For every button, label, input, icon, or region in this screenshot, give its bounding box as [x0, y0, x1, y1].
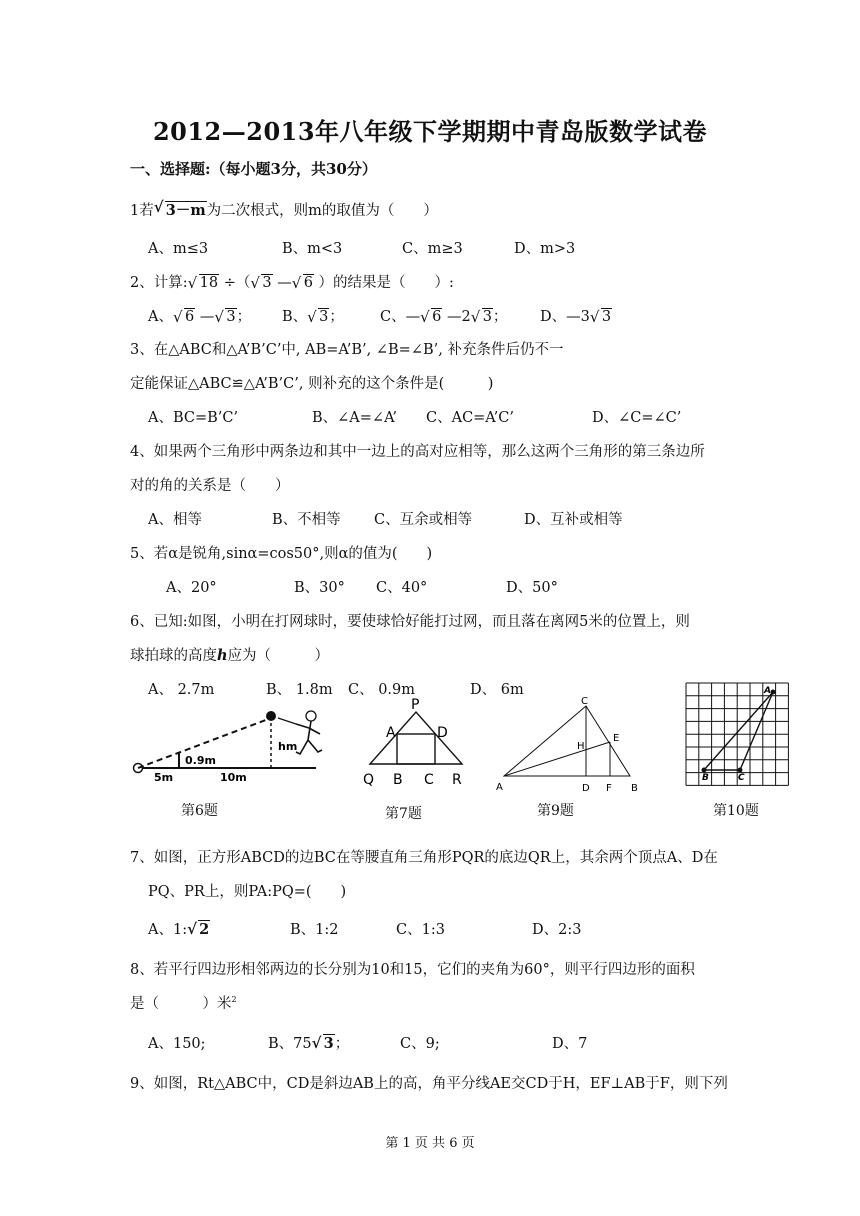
- q1-option-b: B、m<3: [282, 241, 343, 257]
- question-4-line-2: 对的角的关系是（ ）: [130, 478, 290, 494]
- question-8-line-2: 是（ ）米$^2$: [130, 995, 237, 1012]
- question-3-line-2: 定能保证△ABC≌△A’B’C’, 则补充的这个条件是( ): [130, 376, 494, 392]
- question-6-line-2: 球拍球的高度h应为（ ）: [130, 647, 330, 664]
- q5-option-d: D、50°: [506, 580, 558, 596]
- q5-option-c: C、40°: [376, 580, 428, 596]
- q3-option-a: A、BC=B’C’: [148, 410, 239, 426]
- figure-10-caption: 第10题: [713, 803, 759, 819]
- svg-text:H: H: [577, 741, 585, 752]
- svg-text:P: P: [411, 697, 420, 713]
- q6-option-b: B、 1.8m: [266, 682, 333, 698]
- q1-prefix: 1若: [130, 203, 154, 219]
- q7-option-b: B、1:2: [290, 922, 339, 938]
- section-heading: 一、选择题:（每小题3分，共30分）: [130, 160, 377, 178]
- q1-option-d: D、m>3: [514, 241, 576, 257]
- q2-option-b: B、√ 3；: [282, 305, 344, 326]
- q2-option-c: C、—√ 6 —2√ 3；: [380, 305, 507, 326]
- q1-text: 为二次根式，则m的取值为（ ）: [206, 203, 438, 219]
- svg-text:C: C: [738, 773, 745, 783]
- question-7-line-1: 7、如图，正方形ABCD的边BC在等腰直角三角形PQR的底边QR上，其余两个顶点A、D在: [130, 850, 718, 866]
- svg-text:B: B: [702, 773, 709, 783]
- question-9-line-1: 9、如图，Rt△ABC中，CD是斜边AB上的高，角平分线AE交CD于H，EF⊥AB于F，则下列: [130, 1076, 728, 1092]
- q2-option-a: A、√ 6 —√ 3；: [148, 305, 251, 326]
- q6-option-a: A、 2.7m: [148, 682, 215, 698]
- svg-text:B: B: [393, 772, 403, 788]
- q8-option-a: A、150;: [148, 1036, 206, 1052]
- q8-option-b: B、75√ 3；: [268, 1032, 349, 1053]
- svg-text:Q: Q: [363, 772, 375, 788]
- svg-text:E: E: [613, 733, 620, 744]
- question-5: 5、若α是锐角,sinα=cos50°,则α的值为( ): [130, 546, 433, 562]
- q7-option-c: C、1:3: [396, 922, 445, 938]
- question-4-line-1: 4、如果两个三角形中两条边和其中一边上的高对应相等，那么这两个三角形的第三条边所: [130, 444, 705, 460]
- svg-text:C: C: [424, 772, 434, 788]
- question-6-line-1: 6、已知:如图，小明在打网球时，要使球恰好能打过网，而且落在离网5米的位置上，则: [130, 614, 690, 630]
- figure-6-diagram: [128, 702, 328, 788]
- figure-9-caption: 第9题: [537, 803, 574, 819]
- question-2: 2、计算:√ 18 ÷（√ 3 —√ 6 ）的结果是（ ）:: [130, 271, 454, 292]
- q6-option-c: C、 0.9m: [348, 682, 416, 698]
- page-title: 2012—2013年八年级下学期期中青岛版数学试卷: [152, 117, 708, 146]
- page-footer: 第 1 页 共 6 页: [385, 1136, 475, 1151]
- q8-option-c: C、9;: [400, 1036, 440, 1052]
- q3-option-c: C、AC=A’C’: [426, 410, 514, 426]
- svg-text:R: R: [452, 772, 462, 788]
- figure-6-caption: 第6题: [181, 803, 218, 819]
- fig6-h-label: hm: [278, 740, 298, 753]
- svg-text:D: D: [582, 783, 590, 794]
- fig6-dist1-label: 5m: [154, 771, 174, 784]
- q5-option-b: B、30°: [294, 580, 345, 596]
- svg-text:C: C: [581, 696, 588, 707]
- q1-radical: √ 3－m: [154, 199, 207, 220]
- q7-option-a: A、1:√ 2: [148, 918, 210, 939]
- question-8-line-1: 8、若平行四边形相邻两边的长分别为10和15，它们的夹角为60°，则平行四边形的面积: [130, 962, 695, 978]
- q6-option-d: D、 6m: [470, 682, 524, 698]
- q4-option-a: A、相等: [148, 512, 202, 528]
- q8-option-d: D、7: [552, 1036, 588, 1052]
- q5-option-a: A、20°: [166, 580, 217, 596]
- q7-option-d: D、2:3: [532, 922, 582, 938]
- svg-text:A: A: [496, 782, 503, 793]
- q3-option-d: D、∠C=∠C’: [592, 410, 682, 426]
- svg-text:B: B: [631, 783, 638, 794]
- q3-option-b: B、∠A=∠A’: [312, 410, 398, 426]
- question-7-line-2: PQ、PR上，则PA:PQ=( ): [148, 884, 347, 900]
- figure-7-caption: 第7题: [385, 806, 422, 822]
- svg-text:A: A: [386, 725, 396, 741]
- svg-text:D: D: [437, 725, 448, 741]
- fig6-dist2-label: 10m: [220, 771, 247, 784]
- fig6-net-label: 0.9m: [185, 754, 216, 767]
- figure-9-diagram: [494, 694, 644, 798]
- q1-option-a: A、m≤3: [148, 241, 209, 257]
- figure-10-diagram: [682, 680, 792, 790]
- q1-option-c: C、m≥3: [402, 241, 463, 257]
- question-3-line-1: 3、在△ABC和△A’B’C’中, AB=A’B’, ∠B=∠B’, 补充条件后仍不一: [130, 342, 564, 358]
- svg-text:A: A: [764, 686, 771, 696]
- q4-option-d: D、互补或相等: [524, 512, 623, 528]
- q4-option-b: B、不相等: [272, 512, 341, 528]
- q4-option-c: C、互余或相等: [374, 512, 473, 528]
- svg-text:F: F: [606, 783, 612, 794]
- q2-option-d: D、—3√ 3: [540, 305, 612, 326]
- question-1: [130, 199, 438, 220]
- figure-7-diagram: [356, 694, 476, 794]
